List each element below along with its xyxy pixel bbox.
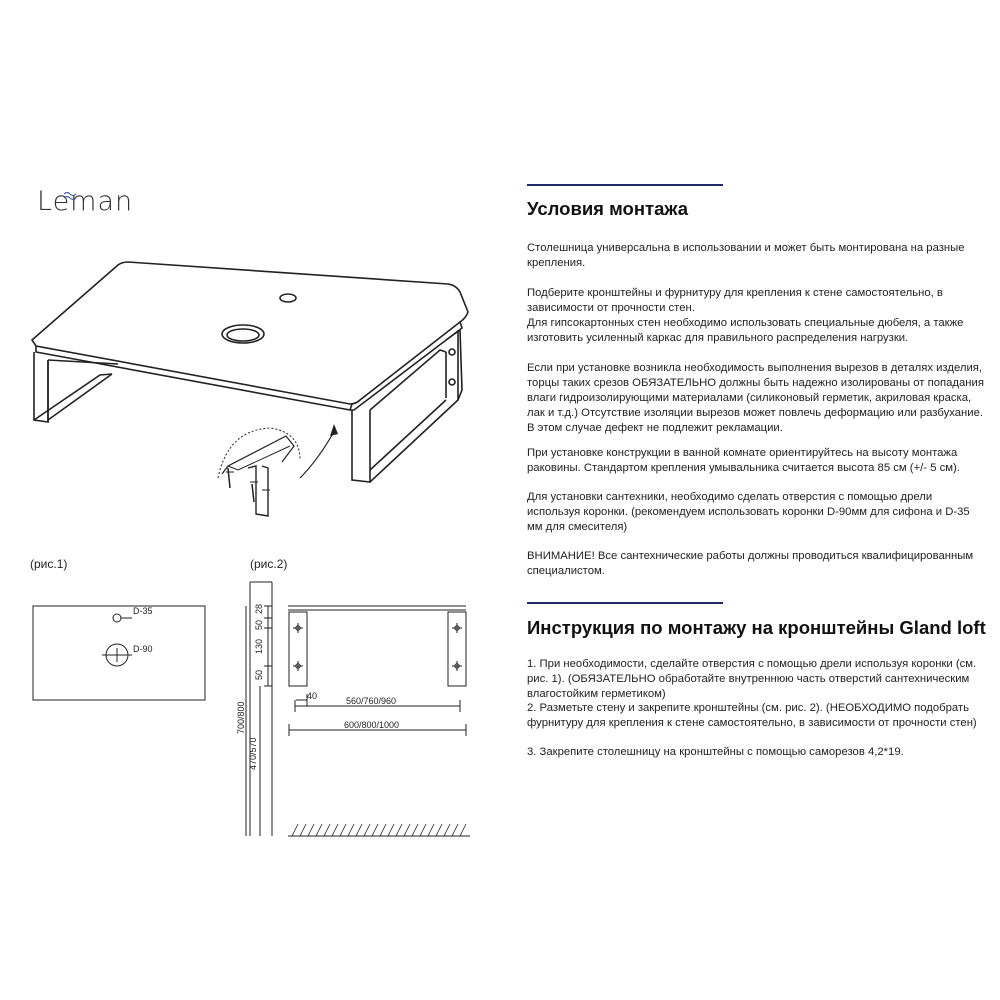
fig2-dim-inner: 560/760/960 xyxy=(346,696,397,706)
hole-d35-icon xyxy=(113,614,121,622)
fig2-caption: (рис.2) xyxy=(250,557,288,571)
instruction-step: 3. Закрепите столешницу на кронштейны с помощью саморезов 4,2*19. xyxy=(527,746,904,758)
conditions-title: Условия монтажа xyxy=(527,198,689,219)
fig2-dim-470: 470/570 xyxy=(248,737,258,770)
fig1-d90-label: D-90 xyxy=(133,644,153,654)
detail-arrow-icon xyxy=(300,430,335,478)
fig1-plan xyxy=(33,606,205,700)
conditions-paragraph: При установке конструкции в ванной комнате ориентируйтесь на высоту монтажа раковины. Стандартом крепления умывальника считается высота 85 см (+/- 5 см). xyxy=(527,447,960,474)
fig2-elevation xyxy=(246,582,470,836)
conditions-paragraph: Подберите кронштейны и фурнитуру для крепления к стене самостоятельно, в зависимости от прочности стен. xyxy=(527,287,943,314)
fig2-dim-28: 28 xyxy=(254,603,264,614)
fig2-dim-outer: 600/800/1000 xyxy=(344,720,400,730)
fig2-dim-50a: 50 xyxy=(254,619,264,630)
conditions-paragraph: Для установки сантехники, необходимо сделать отверстия с помощью дрели используя коронки. (рекомендуем использовать коронки D-90мм для сифона и D-35 мм для смесителя) xyxy=(527,491,970,533)
fig2-dim-40: 40 xyxy=(307,691,318,701)
detail-circle xyxy=(218,428,300,516)
instruction-step: 2. Разметьте стену и закрепите кронштейны (см. рис. 2). (НЕОБХОДИМО подобрать фурнитуру для крепления к стене самостоятельно, в зависимости от прочности стен) xyxy=(527,702,977,729)
instruction-step: 1. При необходимости, сделайте отверстия с помощью дрели используя коронки (см. рис. 1). (ОБЯЗАТЕЛЬНО обработайте внутреннюю часть отверстий сантехническим влагостойким герметиком) xyxy=(527,658,977,700)
conditions-warning: ВНИМАНИЕ! Все сантехнические работы должны проводиться квалифицированным специалистом. xyxy=(527,550,974,577)
brand-logo: Leman xyxy=(37,186,134,217)
fig1-d35-label: D-35 xyxy=(133,606,153,616)
conditions-paragraph: Если при установке возникла необходимость выполнения вырезов в деталях изделия, торцы таких срезов ОБЯЗАТЕЛЬНО должны быть надежно изолированы от попадания влаги гидроизолирующими материалами (силиконовый герметик, акриловая краска, лак и т.д.) Отсутствие изоляции вырезов может повлечь деформацию или разбухание. В этом случае дефект не подлежит рекламации. xyxy=(527,362,984,434)
conditions-paragraph: Для гипсокартонных стен необходимо использовать специальные дюбеля, а также изготовить усиленный каркас для правильного распределения нагрузки. xyxy=(527,317,964,344)
fig1-caption: (рис.1) xyxy=(30,557,68,571)
countertop-3d-drawing xyxy=(32,262,468,482)
instructions-title: Инструкция по монтажу на кронштейны Gland loft xyxy=(527,617,986,638)
conditions-rule xyxy=(527,184,723,186)
fig2-dim-130: 130 xyxy=(254,638,264,654)
instructions-rule xyxy=(527,602,723,604)
conditions-paragraph: Столешница универсальна в использовании и может быть монтирована на разные крепления. xyxy=(527,242,965,269)
fig2-dim-700: 700/800 xyxy=(236,701,246,734)
fig2-dim-50b: 50 xyxy=(254,669,264,680)
